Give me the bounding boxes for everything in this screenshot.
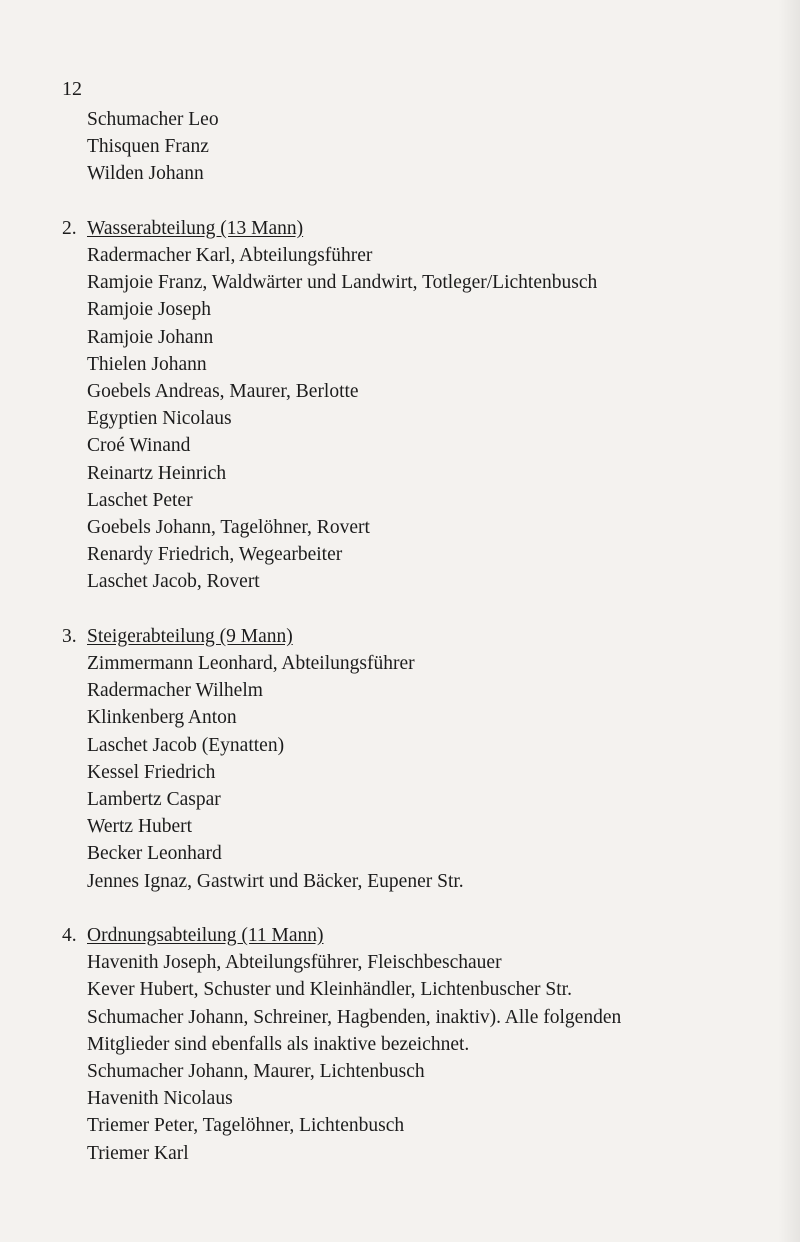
list-item: Kever Hubert, Schuster und Kleinhändler, Lichtenbuscher Str. — [87, 979, 572, 1001]
list-item: Schumacher Johann, Maurer, Lichtenbusch — [87, 1061, 425, 1083]
list-item: Goebels Andreas, Maurer, Berlotte — [87, 381, 359, 403]
list-item: Lambertz Caspar — [87, 789, 221, 811]
list-item: Ramjoie Franz, Waldwärter und Landwirt, Totleger/Lichtenbusch — [87, 272, 598, 294]
section-title: Wasserabteilung (13 Mann) — [87, 217, 304, 239]
section-heading-steigerabteilung — [62, 623, 762, 650]
member-list — [62, 106, 762, 1167]
list-item: Reinartz Heinrich — [87, 462, 227, 484]
section-number: 2. — [62, 217, 77, 239]
section-number: 4. — [62, 925, 77, 947]
list-item: Wertz Hubert — [87, 816, 193, 838]
list-item: Ramjoie Joseph — [87, 299, 212, 321]
section-heading-ordnungsabteilung — [62, 922, 762, 949]
section-number: 3. — [62, 625, 77, 647]
section-title: Steigerabteilung (9 Mann) — [87, 625, 293, 647]
list-item: Thielen Johann — [87, 353, 207, 375]
list-item: Laschet Peter — [87, 489, 193, 511]
page-edge-shadow — [778, 0, 800, 1242]
list-item: Triemer Karl — [87, 1142, 189, 1164]
list-item: Zimmermann Leonhard, Abteilungsführer — [87, 653, 415, 675]
list-item: Renardy Friedrich, Wegearbeiter — [87, 544, 343, 566]
list-item: Schumacher Johann, Schreiner, Hagbenden, inaktiv). Alle folgenden — [87, 1006, 622, 1028]
list-item: Laschet Jacob (Eynatten) — [87, 734, 285, 756]
list-item: Becker Leonhard — [87, 843, 222, 865]
list-item: Thisquen Franz — [87, 136, 209, 158]
section-title: Ordnungsabteilung (11 Mann) — [87, 925, 324, 947]
list-item: Egyptien Nicolaus — [87, 408, 232, 430]
list-item: Goebels Johann, Tagelöhner, Rovert — [87, 517, 370, 539]
list-item: Croé Winand — [87, 435, 191, 457]
section-heading-wasserabteilung — [62, 215, 762, 242]
list-item: Schumacher Leo — [87, 109, 219, 130]
list-item: Havenith Nicolaus — [87, 1088, 233, 1110]
list-item: Laschet Jacob, Rovert — [87, 571, 260, 593]
list-item: Triemer Peter, Tagelöhner, Lichtenbusch — [87, 1115, 405, 1137]
list-item: Ramjoie Johann — [87, 326, 214, 348]
list-item: Havenith Joseph, Abteilungsführer, Fleischbeschauer — [87, 952, 502, 974]
list-item: Radermacher Karl, Abteilungsführer — [87, 245, 373, 266]
list-item: Radermacher Wilhelm — [87, 680, 263, 702]
list-item: Jennes Ignaz, Gastwirt und Bäcker, Eupener Str. — [87, 870, 464, 892]
list-item: Mitglieder sind ebenfalls als inaktive bezeichnet. — [87, 1033, 470, 1055]
list-item: Klinkenberg Anton — [87, 707, 237, 729]
page-number: 12 — [62, 78, 82, 100]
list-item: Kessel Friedrich — [87, 761, 216, 783]
list-item: Wilden Johann — [87, 163, 204, 185]
